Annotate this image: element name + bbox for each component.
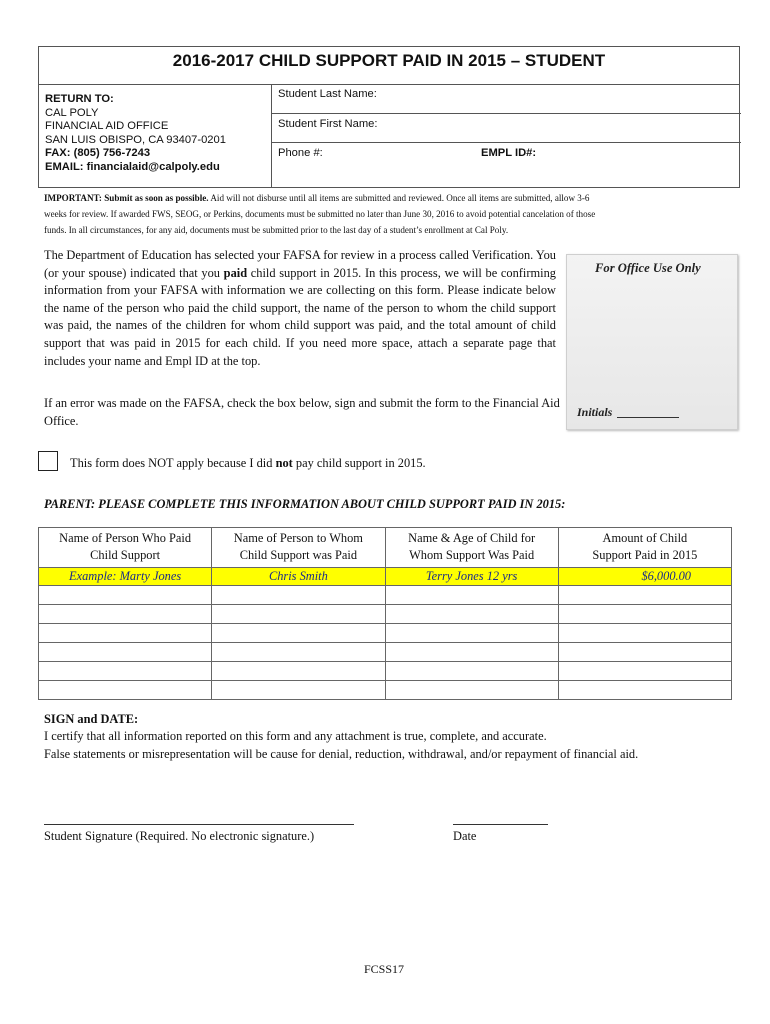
student-info-fields [271, 85, 741, 187]
return-address [45, 93, 226, 174]
table-cell[interactable] [385, 586, 558, 605]
example-child: Terry Jones 12 yrs [385, 568, 558, 586]
header-child: Name & Age of Child for Whom Support Was Paid [385, 528, 558, 568]
important-note [44, 190, 734, 238]
example-amount: $6,000.00 [558, 568, 731, 586]
certification-text [44, 728, 638, 763]
table-cell[interactable] [385, 624, 558, 643]
table-cell[interactable] [558, 624, 731, 643]
address-line: SAN LUIS OBISPO, CA 93407-0201 [45, 133, 226, 146]
signature-label: Student Signature (Required. No electronic signature.) [44, 829, 315, 843]
table-header-row [39, 528, 732, 568]
example-payee: Chris Smith [212, 568, 385, 586]
empl-id-label: EMPL ID#: [481, 147, 537, 159]
table-cell[interactable] [39, 643, 212, 662]
table-cell[interactable] [39, 681, 212, 700]
table-cell[interactable] [212, 624, 385, 643]
student-first-name-label: Student First Name: [278, 118, 378, 130]
child-support-table [38, 527, 732, 700]
student-first-name-field[interactable] [272, 114, 741, 143]
table-cell[interactable] [385, 643, 558, 662]
table-cell[interactable] [39, 662, 212, 681]
table-cell[interactable] [558, 681, 731, 700]
table-cell[interactable] [385, 605, 558, 624]
table-row [39, 662, 732, 681]
error-paragraph: If an error was made on the FAFSA, check the box below, sign and submit the form to the Financial Aid Office. [44, 396, 560, 428]
fax-number: FAX: (805) 756-7243 [45, 147, 151, 159]
address-line: CAL POLY [45, 106, 99, 119]
sign-heading: SIGN and DATE: [44, 712, 139, 726]
table-cell[interactable] [39, 586, 212, 605]
intro-paragraph [44, 247, 556, 370]
form-title: 2016-2017 CHILD SUPPORT PAID IN 2015 – STUDENT [39, 47, 739, 85]
initials-line [617, 417, 679, 418]
checkbox-text: This form does NOT apply because I did [70, 456, 273, 470]
phone-label: Phone #: [278, 147, 323, 159]
table-cell[interactable] [558, 605, 731, 624]
email-address: EMAIL: financialaid@calpoly.edu [45, 160, 220, 173]
table-row [39, 681, 732, 700]
intro-text: child support in 2015. In this process, we will be confirming information from your FAFSA with information we are collecting on this form. Please indicate below the name of the person who paid the child support, the name of the person to whom the child support was paid, the names of the children for whom child support was paid, and the total amount of child support that was paid in 2015 for each child. If you need more space, attach a separate page that includes your name and Empl ID at the top. [44, 265, 556, 368]
table-cell[interactable] [39, 605, 212, 624]
table-cell[interactable] [212, 586, 385, 605]
table-row [39, 586, 732, 605]
important-line: funds. In all circumstances, for any aid, documents must be submitted prior to the last day of a student’s enrollment at Cal Poly. [44, 225, 509, 235]
header-payer: Name of Person Who Paid Child Support [39, 528, 212, 568]
date-label: Date [453, 829, 477, 843]
table-cell[interactable] [558, 643, 731, 662]
checkbox-text: pay child support in 2015. [295, 456, 426, 470]
table-cell[interactable] [558, 662, 731, 681]
header-box [38, 46, 740, 188]
signature-line[interactable] [44, 824, 354, 825]
phone-empl-field[interactable] [272, 143, 741, 187]
intro-bold-word: paid [223, 265, 248, 280]
table-row [39, 605, 732, 624]
checkbox-bold-word: not [275, 456, 293, 470]
header-amount: Amount of Child Support Paid in 2015 [558, 528, 731, 568]
important-line: weeks for review. If awarded FWS, SEOG, or Perkins, documents must be submitted no later than June 30, 2016 to avoid potential cancelation of those [44, 209, 596, 219]
table-row [39, 624, 732, 643]
form-code: FCSS17 [364, 962, 405, 976]
address-line: FINANCIAL AID OFFICE [45, 120, 169, 132]
important-line: Aid will not disburse until all items are submitted and reviewed. Once all items are submitted, allow 3-6 [210, 193, 590, 203]
not-applicable-checkbox[interactable] [38, 451, 58, 471]
table-cell[interactable] [212, 662, 385, 681]
initials-label: Initials [577, 405, 613, 419]
certify-line: I certify that all information reported on this form and any attachment is true, complete, and accurate. [44, 729, 547, 743]
return-to-label: RETURN TO: [45, 93, 114, 105]
intro-text: The Department of Education has selected your FAFSA for review in a process called Verification. You (or your spouse) indicated that you [44, 248, 556, 280]
student-last-name-label: Student Last Name: [278, 88, 377, 100]
student-last-name-field[interactable] [272, 85, 741, 114]
date-line[interactable] [453, 824, 548, 825]
parent-heading: PARENT: PLEASE COMPLETE THIS INFORMATION ABOUT CHILD SUPPORT PAID IN 2015: [44, 497, 566, 511]
important-lead: IMPORTANT: Submit as soon as possible. [44, 193, 209, 203]
table-cell[interactable] [212, 605, 385, 624]
certify-line: False statements or misrepresentation will be cause for denial, reduction, withdrawal, and/or repayment of financial aid. [44, 746, 639, 761]
table-row [39, 643, 732, 662]
office-use-box [566, 254, 738, 430]
table-cell[interactable] [212, 643, 385, 662]
table-cell[interactable] [558, 586, 731, 605]
example-payer: Example: Marty Jones [39, 568, 212, 586]
header-payee: Name of Person to Whom Child Support was Paid [212, 528, 385, 568]
table-cell[interactable] [39, 624, 212, 643]
table-cell[interactable] [212, 681, 385, 700]
table-cell[interactable] [385, 681, 558, 700]
office-use-title: For Office Use Only [595, 261, 701, 275]
example-row [39, 568, 732, 586]
table-cell[interactable] [385, 662, 558, 681]
not-applicable-label [70, 456, 426, 471]
